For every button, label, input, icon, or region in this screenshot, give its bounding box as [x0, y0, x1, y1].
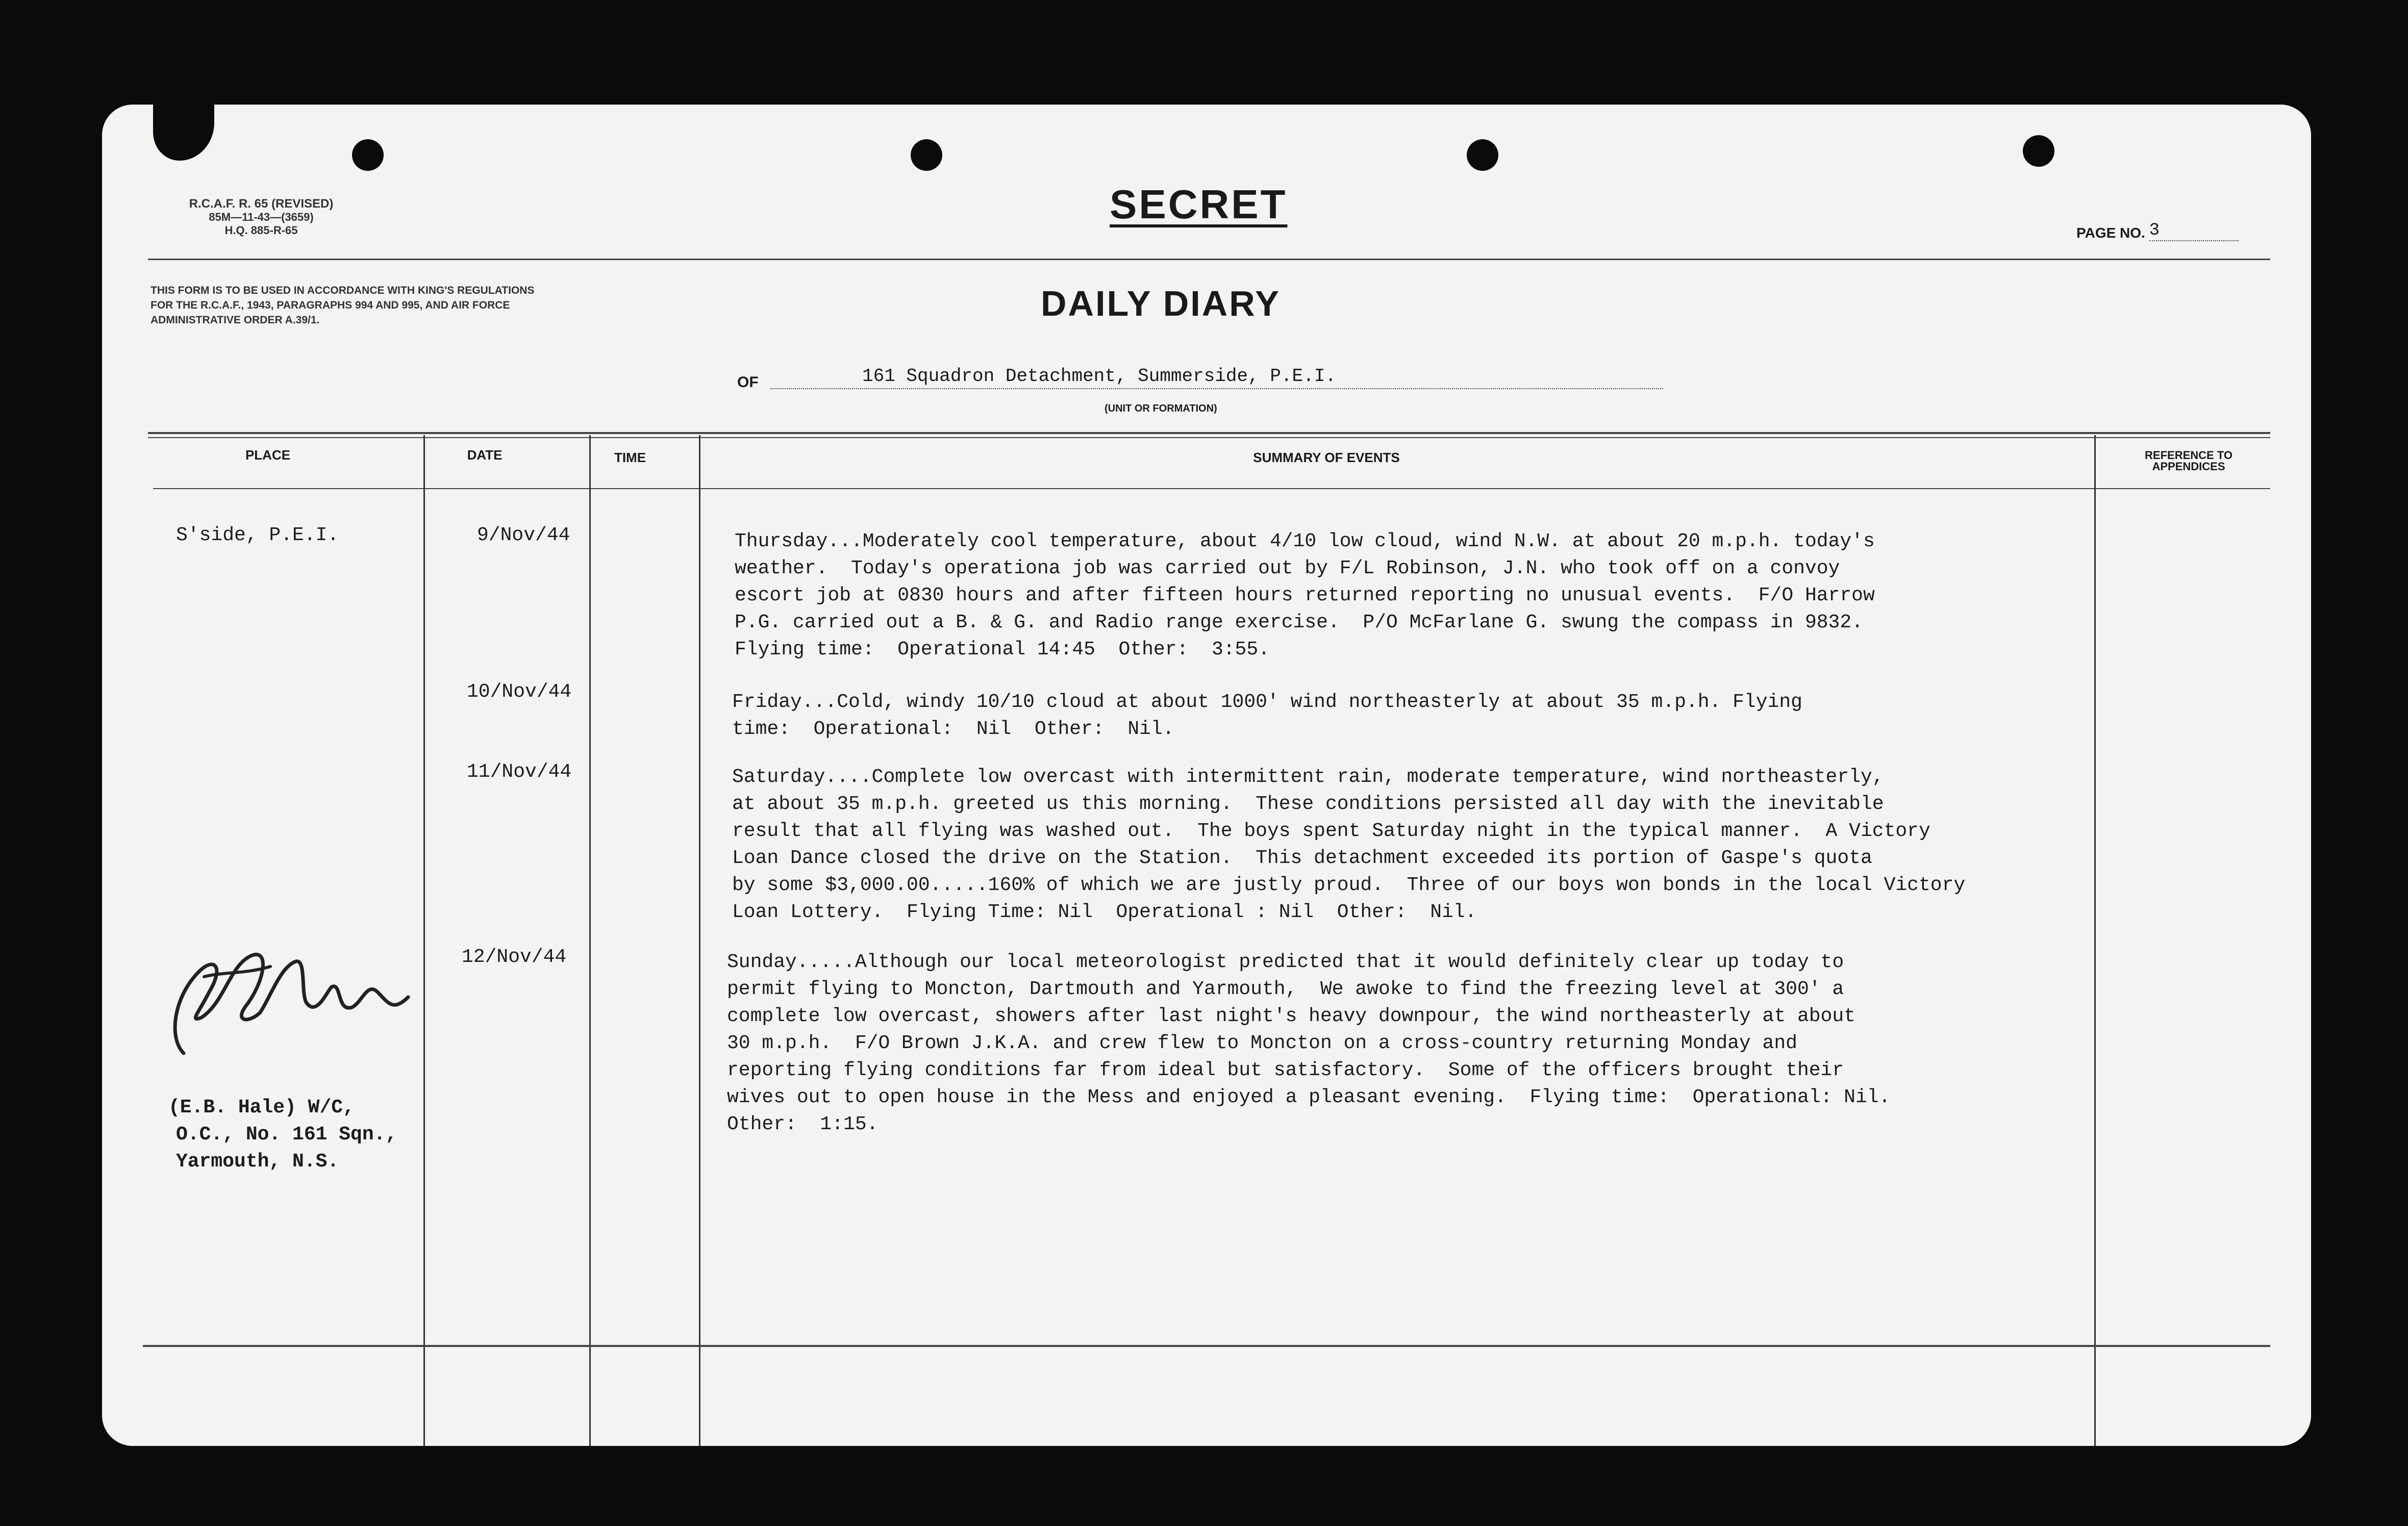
summary-line: Friday...Cold, windy 10/10 cloud at about 1000' wind northeasterly at about 35 m.p.h. Flying: [732, 691, 1802, 713]
table-top-rule: [148, 432, 2270, 434]
page-label: PAGE NO.: [2076, 225, 2145, 241]
summary-line: 30 m.p.h. F/O Brown J.K.A. and crew flew to Moncton on a cross-country returning Monday and: [727, 1032, 1797, 1054]
form-id-line2: 85M—11-43—(3659): [209, 211, 314, 223]
classification-heading: SECRET: [1110, 182, 1288, 227]
signature-location: Yarmouth, N.S.: [176, 1151, 339, 1173]
summary-line: wives out to open house in the Mess and enjoyed a pleasant evening. Flying time: Operational: Nil.: [727, 1086, 1891, 1108]
summary-line: reporting flying conditions far from ideal but satisfactory. Some of the officers brought their: [727, 1059, 1844, 1081]
column-divider: [589, 435, 591, 1446]
torn-corner: [153, 105, 214, 161]
summary-line: Saturday....Complete low overcast with intermittent rain, moderate temperature, wind northeasterly,: [732, 766, 1884, 788]
table-top-rule-thin: [148, 437, 2270, 438]
page-title: DAILY DIARY: [1041, 284, 1281, 323]
summary-line: Other: 1:15.: [727, 1113, 879, 1135]
form-id-line1: R.C.A.F. R. 65 (REVISED): [189, 197, 334, 211]
date-cell: 10/Nov/44: [467, 681, 572, 703]
binder-hole: [352, 139, 384, 171]
summary-line: Sunday.....Although our local meteorologist predicted that it would definitely clear up today to: [727, 951, 1844, 973]
column-divider: [699, 435, 700, 1446]
summary-line: Thursday...Moderately cool temperature, about 4/10 low cloud, wind N.W. at about 20 m.p.h. today's: [735, 530, 1875, 552]
date-cell: 9/Nov/44: [477, 524, 570, 546]
column-header-rule: [153, 488, 2270, 489]
binder-hole: [1467, 139, 1498, 171]
header-rule: [148, 259, 2270, 260]
binder-hole: [2023, 135, 2054, 167]
summary-line: Loan Dance closed the drive on the Station. This detachment exceeded its portion of Gaspe's quota: [732, 847, 1872, 869]
column-divider: [2094, 435, 2096, 1446]
summary-line: at about 35 m.p.h. greeted us this morning. These conditions persisted all day with the inevitable: [732, 793, 1884, 815]
summary-line: by some $3,000.00.....160% of which we are justly proud. Three of our boys won bonds in the local Victory: [732, 874, 1966, 896]
handwritten-signature: [153, 936, 439, 1074]
column-header-place: PLACE: [245, 447, 291, 463]
diary-sheet: [102, 105, 2311, 1446]
summary-line: P.G. carried out a B. & G. and Radio range exercise. P/O McFarlane G. swung the compass in 9832.: [735, 612, 1863, 633]
summary-line: result that all flying was washed out. The boys spent Saturday night in the typical manner. A Victory: [732, 820, 1930, 842]
unit-field: 161 Squadron Detachment, Summerside, P.E.I.: [770, 366, 1663, 389]
column-header-summary: SUMMARY OF EVENTS: [1253, 450, 1400, 465]
binder-hole: [911, 139, 942, 171]
column-header-date: DATE: [467, 447, 503, 463]
page-value: 3: [2149, 221, 2239, 241]
column-header-reference: REFERENCE TO APPENDICES: [2145, 449, 2233, 473]
summary-line: Loan Lottery. Flying Time: Nil Operational : Nil Other: Nil.: [732, 901, 1477, 923]
summary-line: complete low overcast, showers after last night's heavy downpour, the wind northeasterly at about: [727, 1005, 1855, 1027]
summary-line: time: Operational: Nil Other: Nil.: [732, 718, 1174, 740]
summary-line: weather. Today's operationa job was carried out by F/L Robinson, J.N. who took off on a convoy: [735, 557, 1840, 579]
unit-caption: (UNIT OR FORMATION): [1105, 403, 1217, 414]
page-number: [2076, 221, 2239, 241]
form-instructions: THIS FORM IS TO BE USED IN ACCORDANCE WITH KING'S REGULATIONS FOR THE R.C.A.F., 1943, PARAGRAPHS 994 AND 995, AND AIR FORCE ADMINISTRATIVE ORDER A.39/1.: [150, 285, 535, 326]
date-cell: 11/Nov/44: [467, 761, 572, 783]
signature-title: O.C., No. 161 Sqn.,: [176, 1124, 397, 1146]
table-bottom-rule: [143, 1345, 2270, 1347]
of-label: OF: [737, 374, 759, 391]
summary-line: permit flying to Moncton, Dartmouth and Yarmouth, We awoke to find the freezing level at 300' a: [727, 978, 1844, 1000]
date-cell: 12/Nov/44: [462, 946, 567, 968]
form-id-line3: H.Q. 885-R-65: [224, 224, 298, 237]
summary-line: Flying time: Operational 14:45 Other: 3:55.: [735, 639, 1270, 660]
form-identifier: [164, 197, 358, 237]
column-header-time: TIME: [614, 450, 646, 465]
summary-line: escort job at 0830 hours and after fifteen hours returned reporting no unusual events. F/O Harrow: [735, 584, 1875, 606]
place-cell: S'side, P.E.I.: [176, 524, 339, 546]
signature-name: (E.B. Hale) W/C,: [168, 1097, 355, 1118]
